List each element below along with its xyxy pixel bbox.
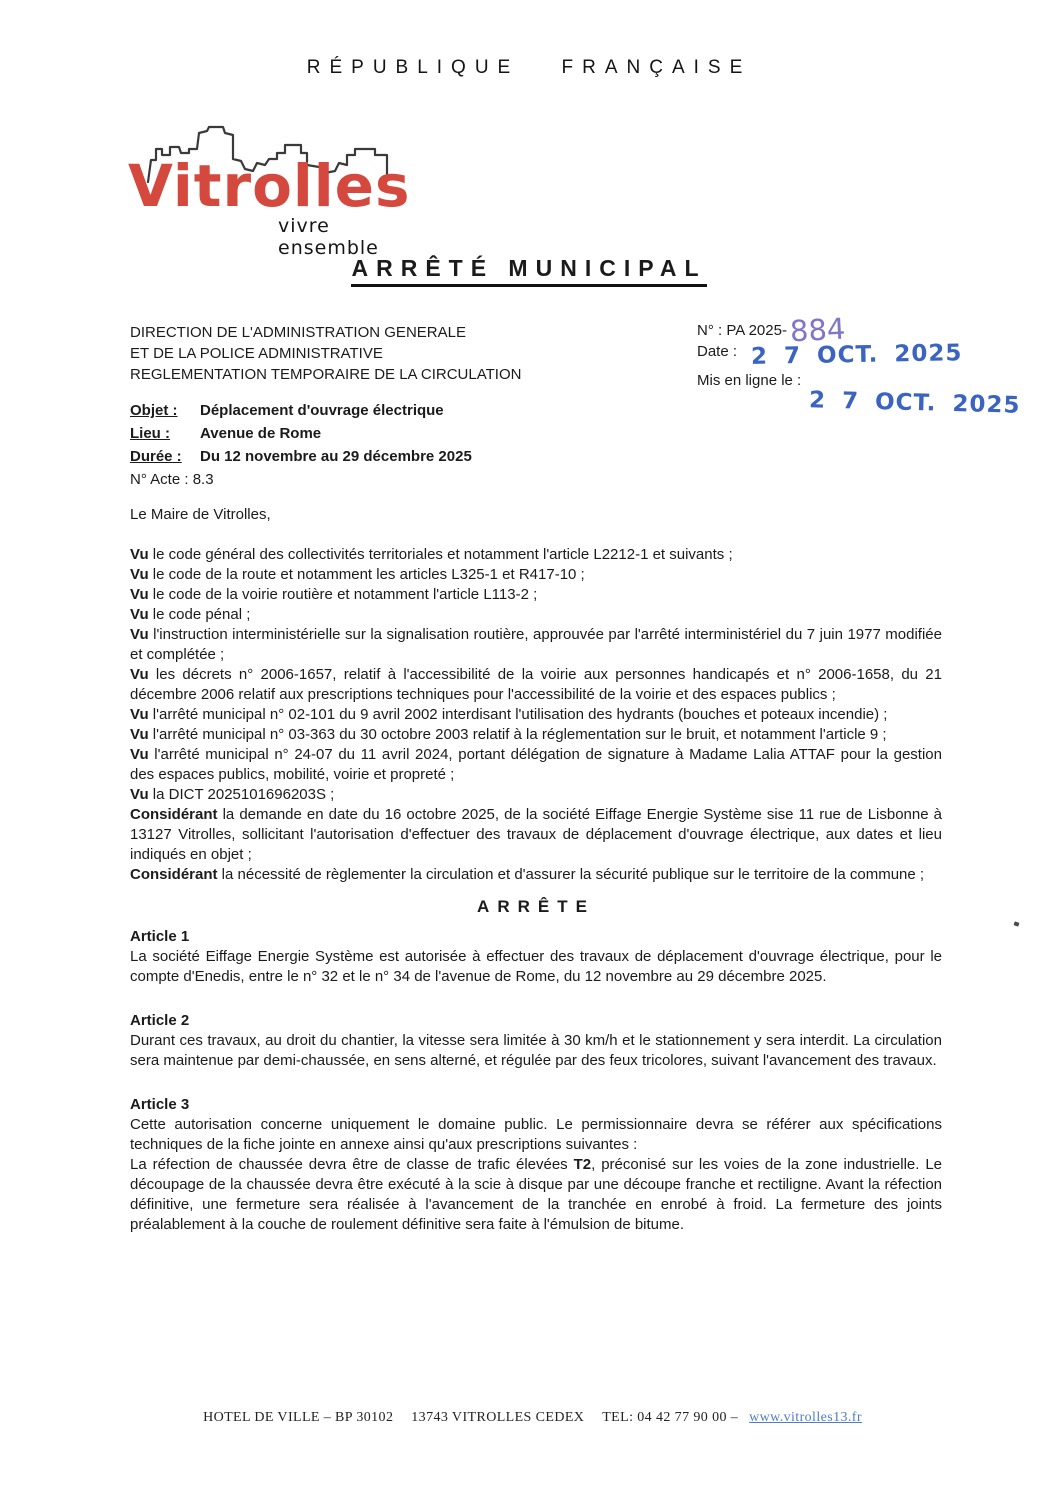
article-2 [130,1011,942,1071]
lieu-row: Lieu : Avenue de Rome [130,425,322,442]
vu-item: Vu le code de la voirie routière et notamment l'article L113-2 ; [130,586,538,603]
online-label: Mis en ligne le : [697,372,802,389]
vu-item: Vu le code général des collectivités territoriales et notamment l'article L2212-1 et suivants ; [130,546,733,563]
direction-line-1: DIRECTION DE L'ADMINISTRATION GENERALE [130,324,466,341]
handwritten-number: 884 [789,311,847,349]
duree-value: Du 12 novembre au 29 décembre 2025 [200,448,472,465]
article-paragraph: Durant ces travaux, au droit du chantier, la vitesse sera limitée à 30 km/h et le stationnement y sera interdit. La circulation sera maintenue par demi-chaussée, en sens alterné, et régulée par des feux tricolores, suivant l'avancement des travaux. [130,1032,942,1069]
article-heading: Article 3 [130,1096,190,1113]
footer-city: 13743 VITROLLES CEDEX [411,1410,585,1425]
vu-item: Vu les décrets n° 2006-1657, relatif à l'accessibilité de la voirie aux personnes handicapés et n° 2006-1658, du 21 décembre 2006 relatif aux prescriptions techniques pour l'accessibilité de la voirie et des espaces publics ; [130,666,942,703]
document-title: ARRÊTÉ MUNICIPAL [0,255,1058,282]
objet-value: Déplacement d'ouvrage électrique [200,402,444,419]
acte-number-row: N° Acte : 8.3 [130,471,214,488]
logo-tagline: vivre ensemble [278,215,379,259]
salutation: Le Maire de Vitrolles, [130,506,271,523]
logo-wordmark: Vitrolles [128,152,411,220]
numero-row [697,311,1037,349]
vitrolles-logo [128,118,428,259]
lieu-value: Avenue de Rome [200,425,322,442]
arrete-heading: ARRÊTE [477,897,595,916]
footer-link[interactable]: www.vitrolles13.fr [749,1410,862,1425]
vu-item: Vu l'arrêté municipal n° 02-101 du 9 avril 2002 interdisant l'utilisation des hydrants (bouches et poteaux incendie) ; [130,706,888,723]
direction-line-2: ET DE LA POLICE ADMINISTRATIVE [130,345,383,362]
footer-phone: TEL: 04 42 77 90 00 – [602,1410,739,1425]
numero-label: N° : PA 2025- [697,322,787,339]
decree-body [130,505,942,1235]
date-stamp: 2 7 OCT. 2025 [750,340,963,370]
republic-title: RÉPUBLIQUE FRANÇAISE [306,57,752,78]
date-row [697,340,1037,370]
article-paragraph: La société Eiffage Energie Système est autorisée à effectuer des travaux de déplacement d'ouvrage électrique, pour le compte d'Enedis, entre le n° 32 et le n° 34 de l'avenue de Rome, du 12 novembre au 29 décembre 2025. [130,948,942,985]
article-3 [130,1095,942,1235]
direction-line-3: REGLEMENTATION TEMPORAIRE DE LA CIRCULATION [130,366,522,383]
article-heading: Article 2 [130,1012,190,1029]
registration-block [697,311,1037,419]
article-paragraph: Cette autorisation concerne uniquement le domaine public. Le permissionnaire devra se référer aux spécifications techniques de la fiche jointe en annexe ainsi qu'aux prescriptions suivantes : [130,1116,942,1153]
vu-item: Vu l'arrêté municipal n° 03-363 du 30 octobre 2003 relatif à la réglementation sur le bruit, et notamment l'article 9 ; [130,726,887,743]
objet-row: Objet : Déplacement d'ouvrage électrique [130,402,444,419]
considerant-item: Considérant la nécessité de règlementer la circulation et d'assurer la sécurité publique sur le territoire de la commune ; [130,866,925,883]
vu-item: Vu la DICT 2025101696203S ; [130,786,335,803]
date-label: Date : [697,343,738,360]
vu-item: Vu l'instruction interministérielle sur la signalisation routière, approuvée par l'arrêté interministériel du 7 juin 1977 modifiée et complétée ; [130,626,942,663]
footer [0,1410,1058,1426]
vu-item: Vu le code de la route et notamment les articles L325-1 et R417-10 ; [130,566,585,583]
online-stamp: 2 7 OCT. 2025 [808,387,1021,419]
article-paragraph: La réfection de chaussée devra être de classe de trafic élevées T2, préconisé sur les voies de la zone industrielle. Le découpage de la chaussée devra être exécuté à la scie à disque par une découpe franche et rectiligne. Avant la réfection définitive, une fermeture sera réalisée à l'avancement de la tranchée en enrobé à froid. La fermeture des joints préalablement à la couche de roulement définitive sera faite à l'émulsion de bitume. [130,1156,943,1233]
considerant-item: Considérant la demande en date du 16 octobre 2025, de la société Eiffage Energie Système sise 11 rue de Lisbonne à 13127 Vitrolles, sollicitant l'autorisation d'effectuer des travaux de déplacement d'ouvrage électrique, aux dates et lieu indiqués en objet ; [130,806,942,863]
vu-item: Vu le code pénal ; [130,606,251,623]
duree-row: Durée : Du 12 novembre au 29 décembre 2025 [130,448,472,465]
scan-speck [1013,921,1019,926]
issuing-direction-block [130,322,690,491]
article-1 [130,927,942,987]
article-heading: Article 1 [130,928,190,945]
vu-item: Vu l'arrêté municipal n° 24-07 du 11 avril 2024, portant délégation de signature à Madame Lalia ATTAF pour la gestion des espaces publics, mobilité, voirie et propreté ; [130,746,942,783]
footer-address: HOTEL DE VILLE – BP 30102 [203,1410,394,1425]
